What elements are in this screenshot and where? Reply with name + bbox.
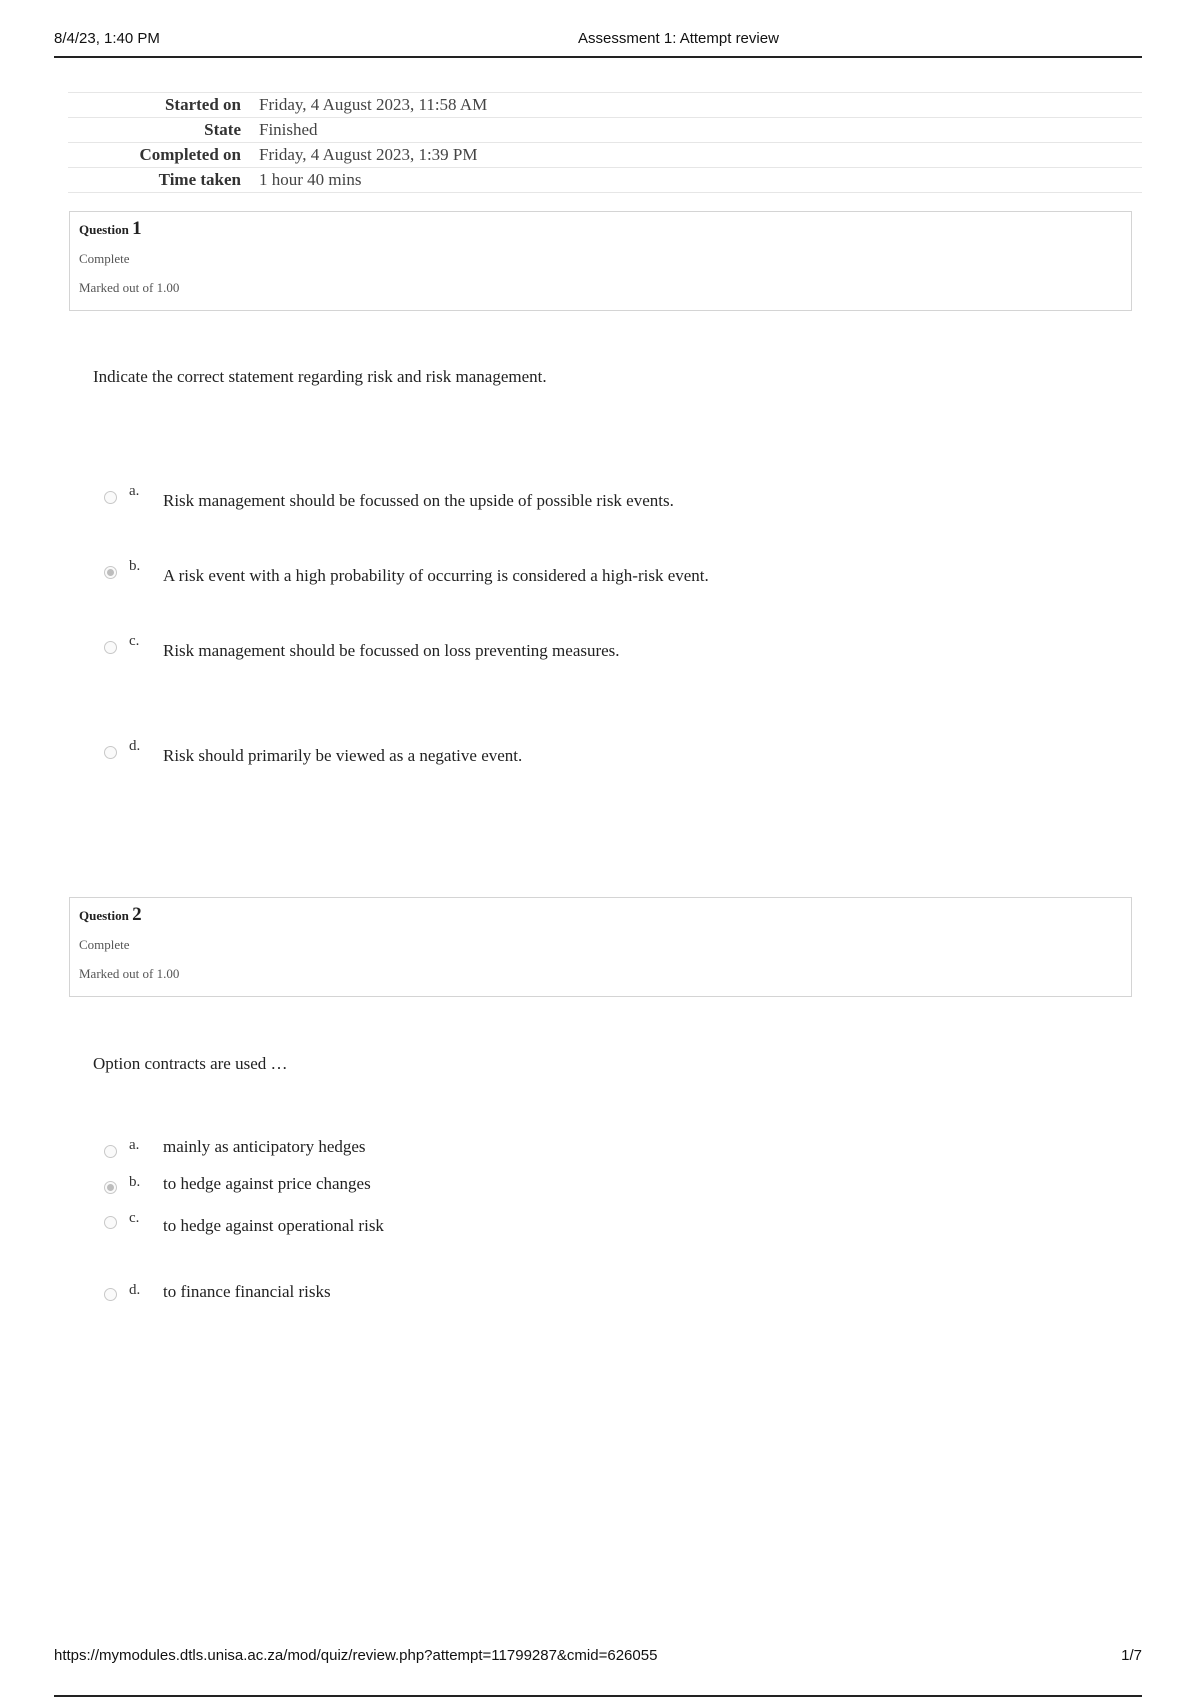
summary-row-time-taken [68, 168, 1142, 193]
question-state: Complete [79, 937, 130, 952]
question-1-option-a[interactable] [104, 483, 1004, 513]
option-text: Risk should primarily be viewed as a negative event. [163, 746, 523, 765]
option-text: A risk event with a high probability of occurring is considered a high-risk event. [163, 566, 709, 585]
question-2-option-d[interactable] [104, 1282, 1004, 1312]
option-letter: c. [129, 1210, 140, 1226]
option-letter: d. [129, 1282, 141, 1298]
question-1-text: Indicate the correct statement regarding risk and risk management. [93, 367, 547, 386]
question-1-option-b[interactable] [104, 558, 1004, 588]
summary-value: Finished [259, 118, 1142, 143]
question-2-text: Option contracts are used … [93, 1054, 288, 1073]
question-number-value: 1 [132, 218, 142, 239]
page-number: 1/7 [1121, 1647, 1142, 1664]
option-text: Risk management should be focussed on the upside of possible risk events. [163, 491, 674, 510]
attempt-summary-table [68, 92, 1142, 193]
question-number [79, 218, 1122, 244]
option-letter: a. [129, 1137, 140, 1153]
question-1-option-d[interactable] [104, 738, 1004, 768]
summary-label: Started on [68, 93, 259, 118]
question-label: Question [79, 908, 129, 923]
option-letter: c. [129, 633, 140, 649]
option-letter: b. [129, 558, 141, 574]
option-letter: a. [129, 483, 140, 499]
question-2-option-c[interactable] [104, 1210, 1004, 1240]
option-text: Risk management should be focussed on loss preventing measures. [163, 641, 620, 660]
option-text: to hedge against operational risk [163, 1216, 384, 1235]
summary-row-completed [68, 143, 1142, 168]
page-url: https://mymodules.dtls.unisa.ac.za/mod/quiz/review.php?attempt=11799287&cmid=626055 [54, 1647, 658, 1664]
summary-value: Friday, 4 August 2023, 1:39 PM [259, 143, 1142, 168]
radio-button[interactable] [104, 491, 117, 504]
question-state: Complete [79, 251, 130, 266]
question-number-value: 2 [132, 904, 142, 925]
question-2-info [69, 897, 1132, 997]
summary-row-state [68, 118, 1142, 143]
radio-button[interactable] [104, 641, 117, 654]
question-2-option-b[interactable] [104, 1174, 1004, 1204]
question-1-info [69, 211, 1132, 311]
summary-label: Completed on [68, 143, 259, 168]
question-label: Question [79, 222, 129, 237]
summary-value: 1 hour 40 mins [259, 168, 1142, 193]
radio-button[interactable] [104, 1288, 117, 1301]
question-1-option-c[interactable] [104, 633, 1004, 663]
question-number [79, 904, 1122, 930]
radio-button[interactable] [104, 1216, 117, 1229]
summary-label: State [68, 118, 259, 143]
print-datetime: 8/4/23, 1:40 PM [54, 30, 160, 47]
radio-button[interactable] [104, 1145, 117, 1158]
option-text: to finance financial risks [163, 1282, 331, 1301]
question-2-option-a[interactable] [104, 1137, 1004, 1167]
option-letter: d. [129, 738, 141, 754]
option-text: to hedge against price changes [163, 1174, 371, 1193]
radio-button-selected[interactable] [104, 1181, 117, 1194]
summary-value: Friday, 4 August 2023, 11:58 AM [259, 93, 1142, 118]
radio-button-selected[interactable] [104, 566, 117, 579]
page-title: Assessment 1: Attempt review [578, 30, 779, 47]
question-grade: Marked out of 1.00 [79, 280, 180, 295]
print-footer [54, 1645, 1142, 1697]
print-header [54, 28, 1142, 58]
question-grade: Marked out of 1.00 [79, 966, 180, 981]
radio-button[interactable] [104, 746, 117, 759]
option-letter: b. [129, 1174, 141, 1190]
option-text: mainly as anticipatory hedges [163, 1137, 366, 1156]
summary-label: Time taken [68, 168, 259, 193]
summary-row-started [68, 93, 1142, 118]
